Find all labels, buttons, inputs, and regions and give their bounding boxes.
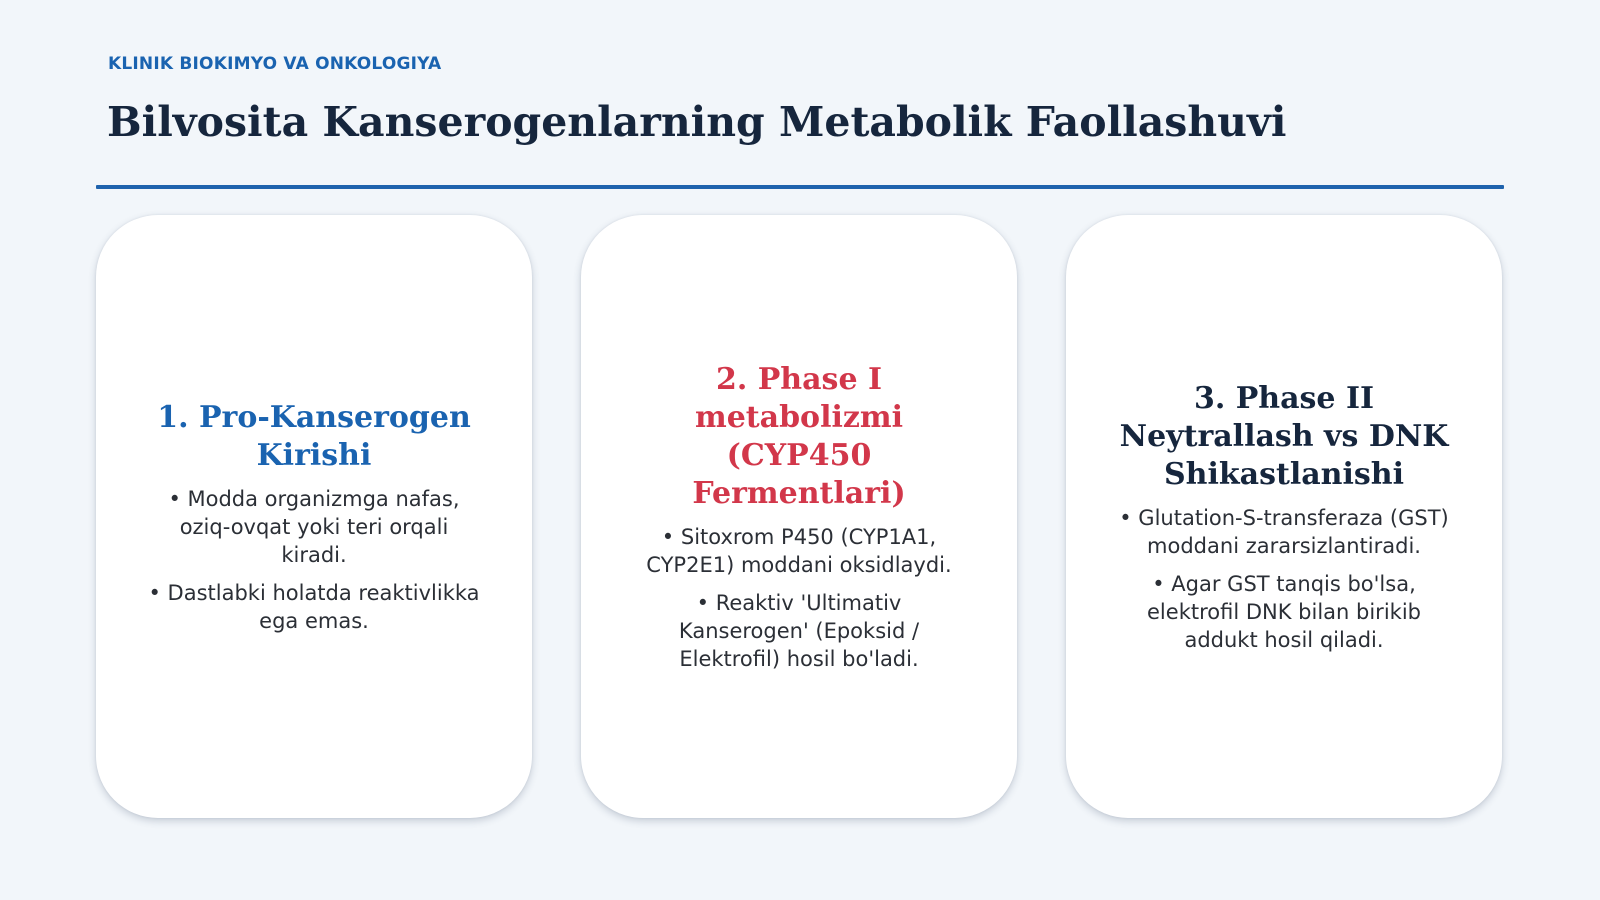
card-bullet: • Modda organizmga nafas, oziq-ovqat yoki teri orqali kiradi. xyxy=(168,486,460,567)
section-eyebrow: KLINIK BIOKIMYO VA ONKOLOGIYA xyxy=(108,54,442,74)
card-phase-two-neutralization xyxy=(1066,215,1502,818)
card-bullet: • Glutation-S-transferaza (GST) moddani zararsizlantiradi. xyxy=(1119,505,1449,558)
card-bullet: • Sitoxrom P450 (CYP1A1, CYP2E1) moddani oksidlaydi. xyxy=(646,524,952,577)
card-bullet: • Dastlabki holatda reaktivlikka ega emas. xyxy=(148,580,480,633)
page-title: Bilvosita Kanserogenlarning Metabolik Faollashuvi xyxy=(107,98,1287,146)
card-bullet: • Reaktiv 'Ultimativ Kanserogen' (Epoksid / Elektrofil) hosil bo'ladi. xyxy=(678,590,920,671)
card-bullet: • Agar GST tanqis bo'lsa, elektrofil DNK bilan birikib addukt hosil qiladi. xyxy=(1147,571,1421,652)
card-title: 2. Phase I metabolizmi (CYP450 Fermentlari) xyxy=(692,361,906,511)
process-cards xyxy=(96,215,1504,818)
title-divider xyxy=(96,185,1504,189)
card-phase-one-metabolism xyxy=(581,215,1017,818)
card-title: 3. Phase II Neytrallash vs DNK Shikastlanishi xyxy=(1119,380,1449,492)
card-title: 1. Pro-Kanserogen Kirishi xyxy=(157,399,471,473)
card-pro-carcinogen-entry xyxy=(96,215,532,818)
